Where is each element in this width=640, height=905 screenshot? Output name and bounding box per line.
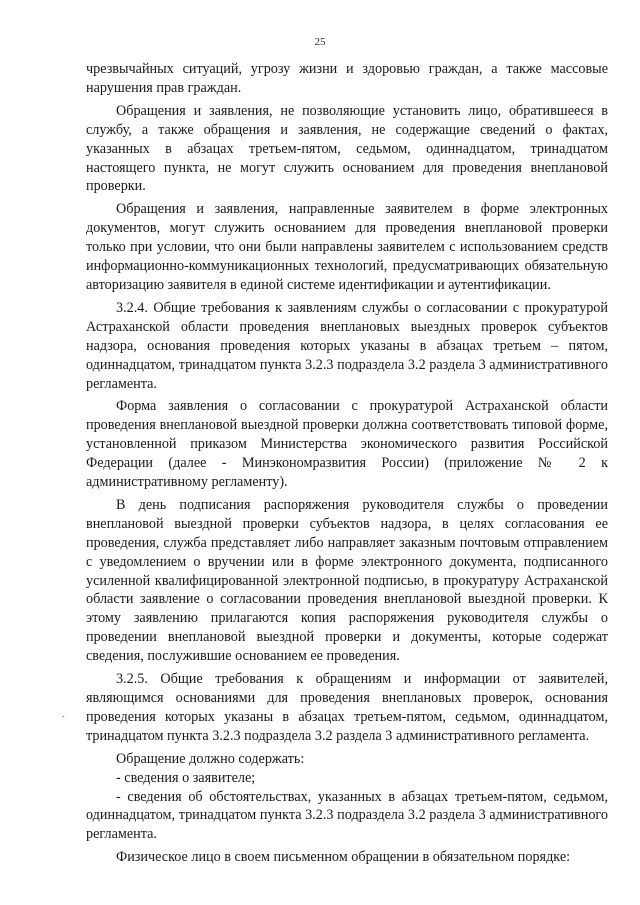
margin-mark: · xyxy=(62,712,66,723)
list-item-applicant-info: - сведения о заявителе; xyxy=(116,769,256,786)
paragraph-appeal-contents: Обращение должно содержать: xyxy=(116,750,305,767)
paragraph-continuation: чрезвычайных ситуаций, угрозу жизни и здоровью граждан, а также массовые нарушения прав граждан. xyxy=(86,61,608,96)
paragraph-application-form: Форма заявления о согласовании с прокуратурой Астраханской области проведения внеплановой выездной проверки должна соответствовать типовой форме, установленной приказом Министерства экономического развития Российской Федерации (далее - Минэкономразвития России) (приложение № 2 к административному регламенту). xyxy=(86,398,608,491)
paragraph-electronic-appeals: Обращения и заявления, направленные заявителем в форме электронных документов, могут служить основанием для проведения внеплановой проверки только при условии, что они были направлены заявителем с использованием средств информационно-коммуникационных технологий, предусматривающих обязательную авторизацию заявителя в единой системе идентификации и аутентификации. xyxy=(86,201,608,293)
paragraph-signing-day: В день подписания распоряжения руководителя службы о проведении внеплановой выездной проверки субъектов надзора, в целях согласования ее проведения, служба представляет либо направляет заказным почтовым отправлением с уведомлением о вручении или в форме электронного документа, подписанного усиленной квалифицированной электронной подписью, в прокуратуру Астраханской области заявление о согласовании проведения внеплановой выездной проверки. К этому заявлению прилагаются копия распоряжения руководителя службы о проведении внеплановой выездной проверки и документы, которые содержат сведения, послужившие основанием ее проведения. xyxy=(86,496,608,665)
document-body xyxy=(86,60,608,867)
page-number: 25 xyxy=(314,36,326,48)
paragraph-individual-appeal: Физическое лицо в своем письменном обращении в обязательном порядке: xyxy=(116,849,571,866)
paragraph-anonymous-appeals: Обращения и заявления, не позволяющие установить лицо, обратившееся в службу, а также обращения и заявления, не содержащие сведений о фактах, указанных в абзацах третьем-пятом, седьмом, одиннадцатом, тринадцатом настоящего пункта, не могут служить основанием для проведения внеплановой проверки. xyxy=(86,102,608,195)
paragraph-section-3-2-5: 3.2.5. Общие требования к обращениям и информации от заявителей, являющимся основаниями для проведения внеплановых проверок, основания проведения которых указаны в абзацах третьем-пятом, седьмом, одиннадцатом, тринадцатом пункта 3.2.3 подраздела 3.2 раздела 3 административного регламента. xyxy=(86,671,608,744)
list-item-circumstances: - сведения об обстоятельствах, указанных в абзацах третьем-пятом, седьмом, одиннадцатом, тринадцатом пункта 3.2.3 подраздела 3.2 раздела 3 административного регламента. xyxy=(86,788,608,843)
paragraph-section-3-2-4: 3.2.4. Общие требования к заявлениям службы о согласовании с прокуратурой Астраханской области проведения внеплановых выездных проверок субъектов надзора, основания проведения которых указаны в абзацах третьем – пятом, одиннадцатом, тринадцатом пункта 3.2.3 подраздела 3.2 раздела 3 административного регламента. xyxy=(86,299,608,392)
